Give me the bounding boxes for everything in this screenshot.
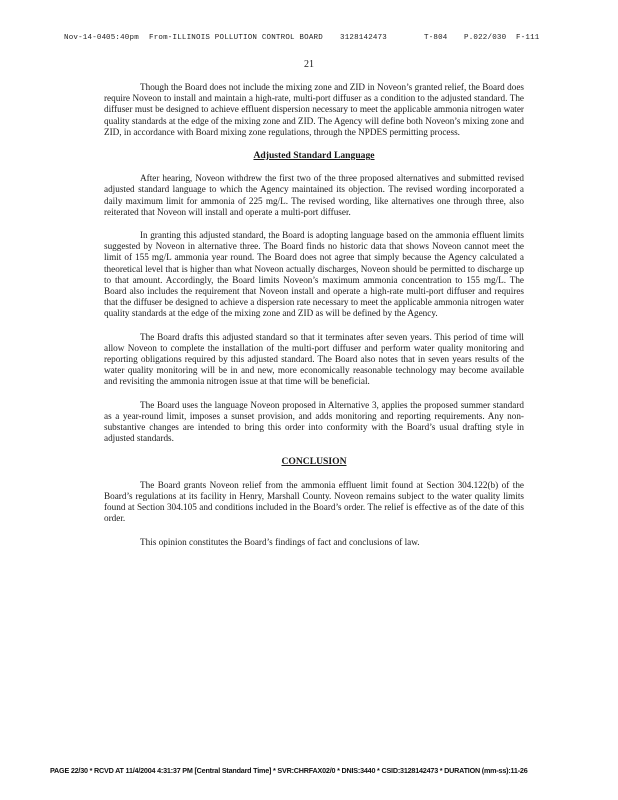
- fax-footer: PAGE 22/30 * RCVD AT 11/4/2004 4:31:37 PM [Central Standard Time] * SVR:CHRFAX02/0 * DNIS:3440 * CSID:3128142473 * DURATION (mm-ss):11-26: [50, 766, 528, 775]
- fax-from: From-ILLINOIS POLLUTION CONTROL BOARD: [149, 34, 323, 42]
- paragraph: The Board drafts this adjusted standard so that it terminates after seven years. This period of time will allow Noveon to complete the installation of the multi-port diffuser and perform water quality monitoring and reporting obligations required by this adjusted standard. The Board also notes that in seven years results of the water quality monitoring will be in and new, more economically reasonable technology may become available and revisiting the ammonia nitrogen issue at that time will be beneficial.: [104, 331, 524, 387]
- paragraph: This opinion constitutes the Board’s findings of fact and conclusions of law.: [140, 536, 420, 547]
- section-heading-conclusion: CONCLUSION: [281, 456, 347, 468]
- document-body: [104, 82, 524, 560]
- section-heading-adjusted-standard: Adjusted Standard Language: [253, 150, 375, 162]
- paragraph: In granting this adjusted standard, the Board is adopting language based on the ammonia effluent limits suggested by Noveon in alternative three. The Board finds no historic data that shows Noveon cannot meet the limit of 155 mg/L ammonia year round. The Board does not agree that simply because the Agency calculated a theoretical level that is higher than what Noveon actually discharges, Noveon should be permitted to discharge up to that amount. Accordingly, the Board limits Noveon’s maximum ammonia concentration to 155 mg/L. The Board also includes the requirement that Noveon install and operate a high-rate multi-port diffuser and requires that the diffuser be designed to achieve a dispersion rate necessary to meet the applicable ammonia nitrogen water quality standards at the edge of the mixing zone and ZID as will be defined by the Agency.: [104, 230, 524, 319]
- page-number: 21: [304, 59, 314, 70]
- paragraph: The Board uses the language Noveon proposed in Alternative 3, applies the proposed summer standard as a year-round limit, imposes a sunset provision, and adds monitoring and reporting requirements. Any non-substantive changes are intended to bring this order into conformity with the Board’s usual drafting style in adjusted standards.: [104, 399, 524, 444]
- fax-f: F-111: [516, 34, 540, 42]
- paragraph: The Board grants Noveon relief from the ammonia effluent limit found at Section 304.122(b) of the Board’s regulations at its facility in Henry, Marshall County. Noveon remains subject to the water quality limits found at Section 304.105 and conditions included in the Board’s order. The relief is effective as of the date of this order.: [104, 479, 524, 524]
- fax-date: Nov-14-04: [64, 34, 107, 42]
- paragraph: After hearing, Noveon withdrew the first two of the three proposed alternatives and submitted revised adjusted standard language to which the Agency maintained its objection. The revised wording incorporated a daily maximum limit for ammonia of 225 mg/L. The revised wording, like alternatives one through three, also reiterated that Noveon will install and operate a multi-port diffuser.: [104, 173, 524, 217]
- fax-time: 05:40pm: [106, 34, 139, 42]
- fax-phone: 3128142473: [340, 34, 388, 42]
- paragraph: Though the Board does not include the mixing zone and ZID in Noveon’s granted relief, the Board does require Noveon to install and maintain a high-rate, multi-port diffuser as a condition to the adjusted standard. The diffuser must be designed to achieve effluent dispersion necessary to meet the applicable ammonia nitrogen water quality standards at the edge of the mixing zone and ZID. The Agency will define both Noveon’s mixing zone and ZID, in accordance with Board mixing zone regulations, through the NPDES permitting process.: [104, 82, 524, 137]
- fax-pages: P.022/030: [464, 34, 507, 42]
- fax-tcode: T-804: [424, 34, 448, 42]
